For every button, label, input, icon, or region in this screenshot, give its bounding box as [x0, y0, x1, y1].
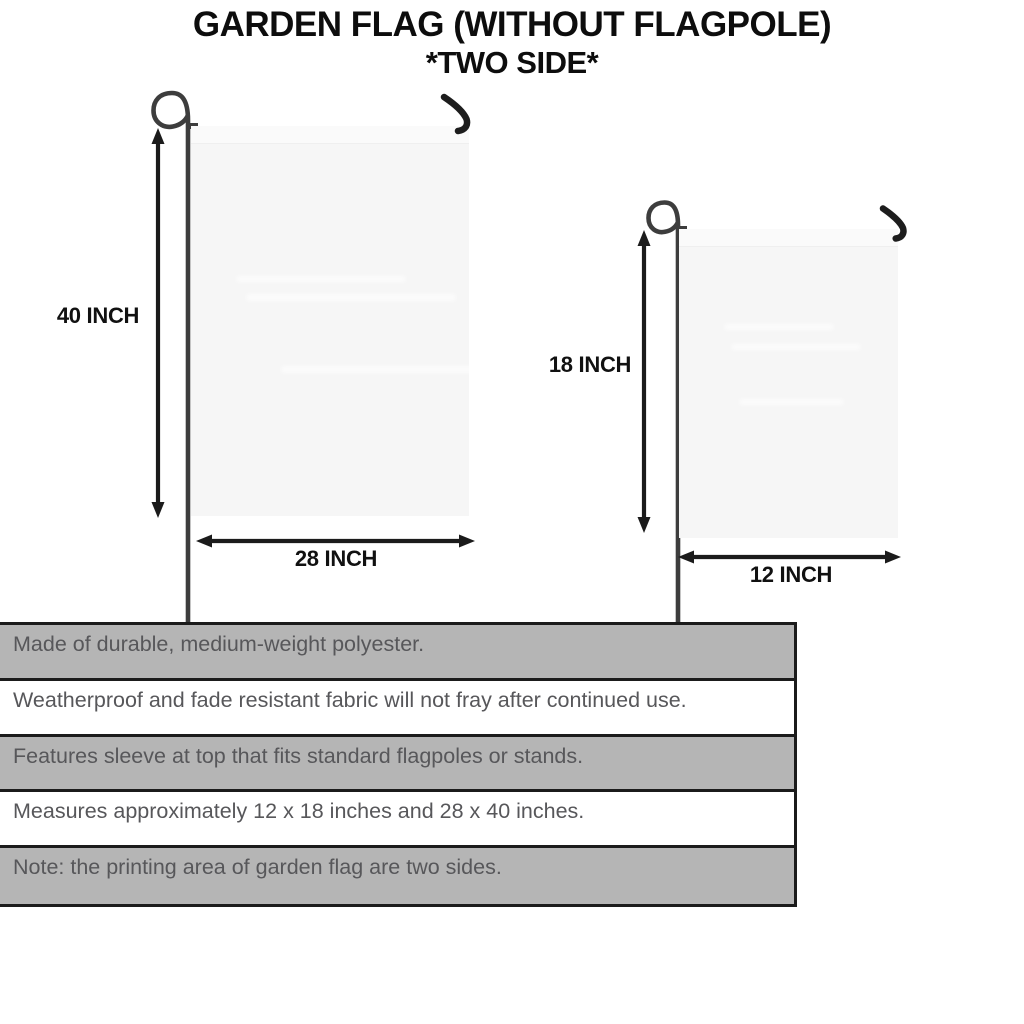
features-table [0, 622, 797, 907]
flag-streak [246, 294, 456, 301]
large-flag-height-arrow [150, 128, 166, 518]
large-flag-height-label: 40 INCH [56, 303, 140, 328]
large-flag-sleeve [191, 126, 469, 144]
feature-row: Weatherproof and fade resistant fabric will not fray after continued use. [0, 681, 794, 737]
small-flag [679, 229, 898, 538]
small-flag-hook-icon [878, 204, 914, 242]
flag-streak [724, 324, 834, 330]
feature-row: Note: the printing area of garden flag are two sides. [0, 848, 794, 904]
large-flag-hook-icon [438, 92, 478, 136]
flag-streak [739, 399, 844, 405]
large-flag [191, 126, 469, 516]
flag-streak [236, 276, 406, 282]
small-flag-height-label: 18 INCH [548, 352, 632, 377]
feature-row: Made of durable, medium-weight polyester. [0, 625, 794, 681]
page-title [0, 6, 1024, 80]
flag-streak [281, 366, 481, 373]
feature-row: Features sleeve at top that fits standard flagpoles or stands. [0, 737, 794, 793]
small-flag-height-arrow [636, 230, 652, 533]
title-line-2: *TWO SIDE* [425, 44, 599, 80]
feature-row: Measures approximately 12 x 18 inches and 28 x 40 inches. [0, 792, 794, 848]
small-flag-width-label: 12 INCH [749, 562, 833, 587]
title-line-1: GARDEN FLAG (WITHOUT FLAGPOLE) [192, 5, 832, 44]
small-flag-sleeve [679, 229, 898, 247]
large-flag-width-label: 28 INCH [294, 546, 378, 571]
flag-streak [731, 344, 861, 350]
